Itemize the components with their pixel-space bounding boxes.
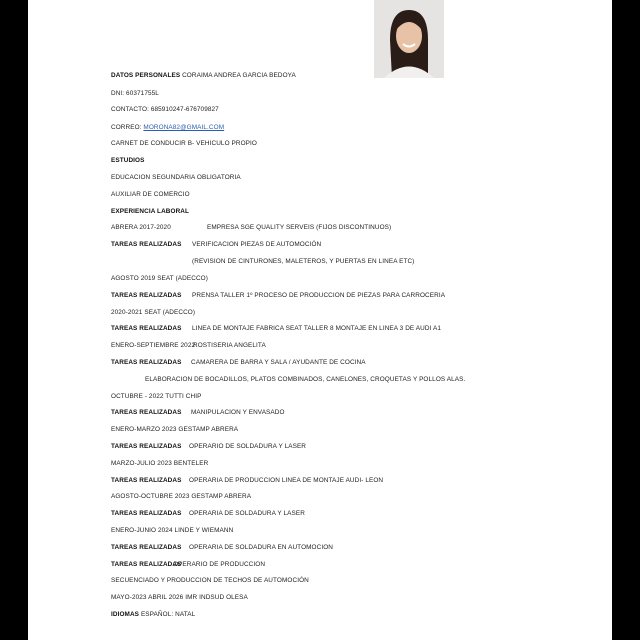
job-period: ENERO-MARZO 2023 GESTAMP ABRERA — [111, 426, 239, 433]
job-task-detail: ELABORACION DE BOCADILLOS, PLATOS COMBINADOS, CANELONES, CROQUETAS Y POLLOS ALAS. — [145, 376, 466, 383]
languages-line — [111, 611, 195, 618]
job-task: VERIFICACION PIEZAS DE AUTOMOCIÓN — [192, 241, 322, 248]
job-task: CAMARERA DE BARRA Y SALA / AYUDANTE DE COCINA — [191, 359, 366, 366]
job-period — [111, 224, 392, 231]
job-period: ENERO-JUNIO 2024 LINDE Y WIEMANN — [111, 527, 234, 534]
job-task-detail: (REVISION DE CINTURONES, MALETEROS, Y PUERTAS EN LINEA ETC) — [192, 258, 415, 265]
job-period: AGOSTO 2019 SEAT (ADECCO) — [111, 275, 208, 282]
email-label: CORREO: — [111, 124, 142, 131]
job-tasks — [111, 325, 442, 332]
job-task: OPERARIO DE SOLDADURA Y LASER — [189, 443, 307, 450]
tasks-label: TAREAS REALIZADAS — [111, 561, 182, 568]
job-task-detail: SECUENCIADO Y PRODUCCION DE TECHOS DE AUTOMOCIÓN — [111, 577, 309, 584]
studies-heading: ESTUDIOS — [111, 157, 145, 164]
job-period-text: ABRERA 2017-2020 — [111, 224, 171, 231]
job-task: OPERARIA DE SOLDADURA Y LASER — [189, 510, 305, 517]
job-task: MANIPULACION Y ENVASADO — [191, 409, 285, 416]
cv-page — [28, 0, 612, 640]
full-name: CORAIMA ANDREA GARCIA BEDOYA — [182, 72, 296, 79]
job-period: MARZO-JULIO 2023 BENTELER — [111, 460, 209, 467]
job-period-text: ENERO-SEPTIEMBRE 2022 — [111, 342, 196, 349]
tasks-label: TAREAS REALIZADAS — [111, 477, 182, 484]
job-tasks — [111, 510, 305, 517]
experience-heading: EXPERIENCIA LABORAL — [111, 208, 190, 215]
job-tasks — [111, 241, 322, 248]
profile-photo — [374, 0, 444, 78]
email-line — [111, 124, 224, 131]
job-period: 2020-2021 SEAT (ADECCO) — [111, 309, 196, 316]
languages-heading: IDIOMAS — [111, 611, 140, 618]
tasks-label: TAREAS REALIZADAS — [111, 443, 182, 450]
personal-data-line — [111, 72, 296, 79]
job-tasks — [111, 409, 285, 416]
job-tasks — [111, 359, 366, 366]
job-task: PRENSA TALLER 1º PROCESO DE PRODUCCION DE PIEZAS PARA CARROCERIA — [192, 292, 446, 299]
job-task: OPERARIA DE SOLDADURA EN AUTOMOCION — [189, 544, 334, 551]
tasks-label: TAREAS REALIZADAS — [111, 359, 182, 366]
portrait-image — [374, 0, 444, 78]
job-tasks — [111, 477, 384, 484]
personal-heading: DATOS PERSONALES — [111, 72, 181, 79]
dni: DNI: 60371755L — [111, 90, 159, 97]
job-tasks — [111, 544, 334, 551]
job-period: AGOSTO-OCTUBRE 2023 GESTAMP ABRERA — [111, 493, 252, 500]
tasks-label: TAREAS REALIZADAS — [111, 241, 182, 248]
job-task: LINEA DE MONTAJE FABRICA SEAT TALLER 8 MONTAJE EN LINEA 3 DE AUDI A1 — [192, 325, 442, 332]
job-task: OPERARIO DE PRODUCCION — [173, 561, 266, 568]
job-period: OCTUBRE - 2022 TUTTI CHIP — [111, 393, 202, 400]
job-period: MAYO-2023 ABRIL 2026 IMR INDSUD OLESA — [111, 594, 248, 601]
language-value: ESPAÑOL: NATAL — [140, 611, 196, 618]
tasks-label: TAREAS REALIZADAS — [111, 544, 182, 551]
email-link[interactable]: MORONA82@GMAIL.COM — [143, 124, 225, 131]
study-item: AUXILIAR DE COMERCIO — [111, 191, 190, 198]
job-company: ROSTISERIA ANGELITA — [193, 342, 266, 349]
driving-license: CARNET DE CONDUCIR B- VEHICULO PROPIO — [111, 140, 257, 147]
job-tasks — [111, 443, 307, 450]
job-task: OPERARIA DE PRODUCCION LINEA DE MONTAJE AUDI- LEON — [189, 477, 384, 484]
contact-phones: CONTACTO: 685910247-676709827 — [111, 106, 219, 113]
job-company: EMPRESA SGE QUALITY SERVEIS (FIJOS DISCONTINUOS) — [207, 224, 392, 231]
job-tasks — [111, 561, 266, 568]
tasks-label: TAREAS REALIZADAS — [111, 409, 182, 416]
study-item: EDUCACION SEGUNDARIA OBLIGATORIA — [111, 174, 241, 181]
tasks-label: TAREAS REALIZADAS — [111, 292, 182, 299]
tasks-label: TAREAS REALIZADAS — [111, 325, 182, 332]
tasks-label: TAREAS REALIZADAS — [111, 510, 182, 517]
job-tasks — [111, 292, 446, 299]
job-period — [111, 342, 266, 349]
